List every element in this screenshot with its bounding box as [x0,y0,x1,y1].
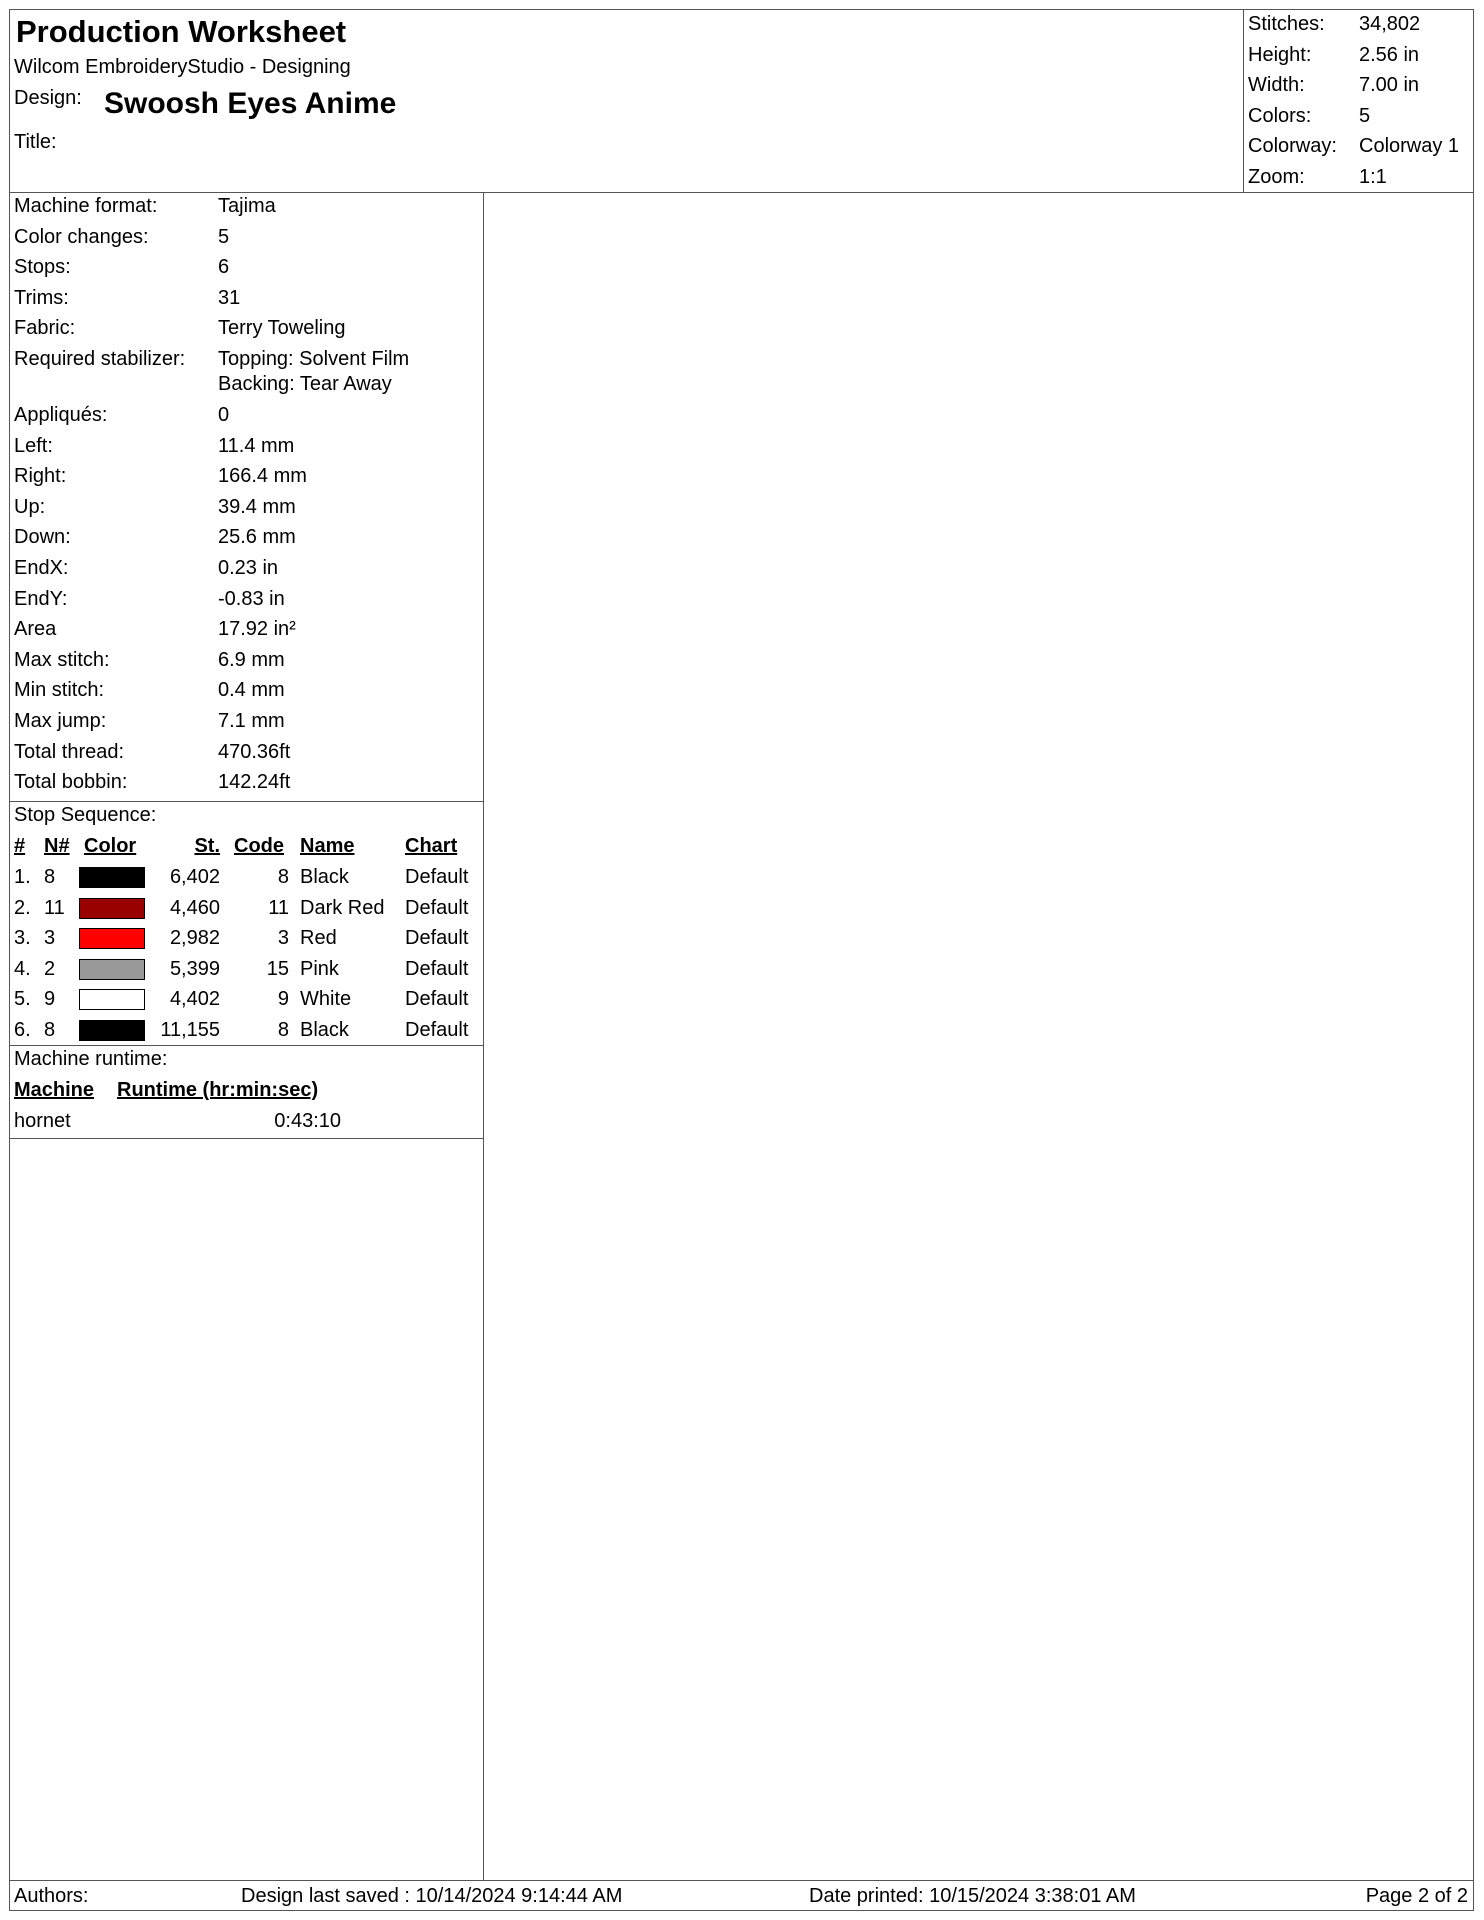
detail-label: Color changes: [14,225,149,248]
footer-page-number: Page 2 of 2 [1365,1885,1468,1907]
detail-value: Topping: Solvent Film [218,348,410,370]
stop-chart: Default [405,927,469,950]
stop-stitches: 4,402 [169,988,220,1011]
worksheet-page [9,9,1474,1911]
detail-value: 5 [218,225,230,248]
detail-value: 31 [218,286,241,309]
stop-color-name: Black [300,1019,349,1041]
col-header-color: Color [84,835,137,857]
stop-color-name: Dark Red [300,896,385,919]
footer-last-saved: Design last saved : 10/14/2024 9:14:44 AM [241,1885,623,1907]
footer-date-printed: Date printed: 10/15/2024 3:38:01 AM [809,1885,1136,1907]
stop-code: 8 [277,1019,289,1041]
detail-label: Left: [14,434,53,457]
detail-value: Terry Toweling [218,317,346,340]
color-swatch [79,959,145,980]
summary-value: Colorway 1 [1359,135,1460,158]
stop-code: 8 [277,866,289,888]
detail-label: Total bobbin: [14,771,128,794]
detail-value: 25.6 mm [218,526,296,549]
stop-chart: Default [405,957,469,980]
stop-stitches: 4,460 [169,896,220,919]
details-divider [10,801,484,802]
stop-color-name: Black [300,866,349,888]
summary-value: 7.00 in [1359,74,1420,97]
left-column-divider [483,192,484,1880]
summary-label: Stitches: [1248,13,1325,35]
stop-code: 3 [277,927,289,950]
detail-label: Down: [14,526,71,549]
detail-label: Right: [14,465,67,488]
stop-number: 4. [14,957,31,980]
stop-code: 15 [266,957,289,980]
footer-divider [10,1880,1473,1881]
detail-value: Backing: Tear Away [218,373,392,395]
detail-label: Min stitch: [14,679,105,702]
color-swatch [79,928,145,949]
summary-label: Colorway: [1248,135,1337,158]
stop-color-name: Red [300,927,337,950]
summary-value: 2.56 in [1359,43,1420,66]
detail-value: 142.24ft [218,771,291,794]
detail-label: Trims: [14,286,69,309]
detail-label: Required stabilizer: [14,348,186,370]
stop-number: 1. [14,866,31,888]
detail-value: 470.36ft [218,740,291,763]
detail-label: Area [14,618,57,641]
detail-label: EndY: [14,587,68,610]
stop-stitches: 11,155 [160,1019,220,1041]
stops-divider [10,1045,484,1046]
stop-chart: Default [405,866,469,888]
stop-color-name: Pink [300,957,339,980]
stop-code: 11 [268,896,289,919]
detail-label: Fabric: [14,317,76,340]
col-header-n: N# [44,835,70,857]
detail-label: Total thread: [14,740,125,763]
color-swatch [79,989,145,1010]
detail-label: Max stitch: [14,648,110,671]
col-header-st: St. [194,835,220,857]
stop-needle: 8 [44,866,56,888]
col-header-chart: Chart [405,835,458,857]
stop-chart: Default [405,988,469,1011]
summary-value: 5 [1359,104,1371,127]
stop-stitches: 6,402 [169,866,220,888]
design-name: Swoosh Eyes Anime [104,87,397,120]
stop-needle: 11 [44,896,65,919]
stop-number: 6. [14,1019,31,1041]
detail-value: 0.4 mm [218,679,285,702]
summary-value: 34,802 [1359,13,1421,35]
detail-value: 0.23 in [218,557,279,579]
detail-label: Machine format: [14,195,158,217]
stop-number: 3. [14,927,31,950]
detail-value: -0.83 in [218,587,285,610]
detail-label: Max jump: [14,710,107,732]
detail-value: 166.4 mm [218,465,307,488]
stop-chart: Default [405,1019,469,1041]
summary-value: 1:1 [1359,166,1387,188]
detail-value: 6.9 mm [218,648,285,671]
runtime-value: 0:43:10 [274,1110,341,1132]
summary-label: Width: [1248,74,1305,97]
detail-value: Tajima [218,195,276,217]
detail-value: 0 [218,404,230,426]
detail-value: 39.4 mm [218,495,296,518]
detail-value: 17.92 in² [218,618,296,641]
stop-number: 5. [14,988,31,1011]
color-swatch [79,898,145,919]
detail-label: Appliqués: [14,404,108,426]
runtime-header-runtime: Runtime (hr:min:sec) [117,1079,319,1101]
runtime-divider [10,1138,484,1139]
stop-code: 9 [277,988,289,1011]
page-title: Production Worksheet [16,14,347,49]
detail-value: 7.1 mm [218,710,285,732]
col-header-num: # [14,835,26,857]
detail-value: 11.4 mm [218,434,295,457]
stop-stitches: 2,982 [169,927,220,950]
color-swatch [79,1020,145,1041]
summary-label: Height: [1248,43,1312,66]
stop-color-name: White [300,988,352,1011]
stop-sequence-title: Stop Sequence: [14,804,157,826]
stop-chart: Default [405,896,469,919]
summary-label: Colors: [1248,104,1312,127]
stop-number: 2. [14,896,31,919]
stop-needle: 8 [44,1019,56,1041]
runtime-header-machine: Machine [14,1079,95,1101]
color-swatch [79,867,145,888]
title-label: Title: [14,131,57,153]
detail-label: Up: [14,495,46,518]
detail-label: Stops: [14,256,71,279]
runtime-machine-name: hornet [14,1110,71,1132]
summary-label: Zoom: [1248,166,1305,188]
col-header-name: Name [300,835,355,857]
summary-divider [1243,10,1244,192]
runtime-title: Machine runtime: [14,1048,168,1070]
stop-stitches: 5,399 [169,957,220,980]
software-name: Wilcom EmbroideryStudio - Designing [14,56,351,78]
header-divider [10,192,1473,193]
detail-value: 6 [218,256,230,279]
footer-authors: Authors: [14,1885,89,1907]
stop-needle: 3 [44,927,56,950]
stop-needle: 9 [44,988,56,1011]
stop-needle: 2 [44,957,56,980]
design-label: Design: [14,87,82,109]
detail-label: EndX: [14,557,69,579]
col-header-code: Code [234,835,284,857]
